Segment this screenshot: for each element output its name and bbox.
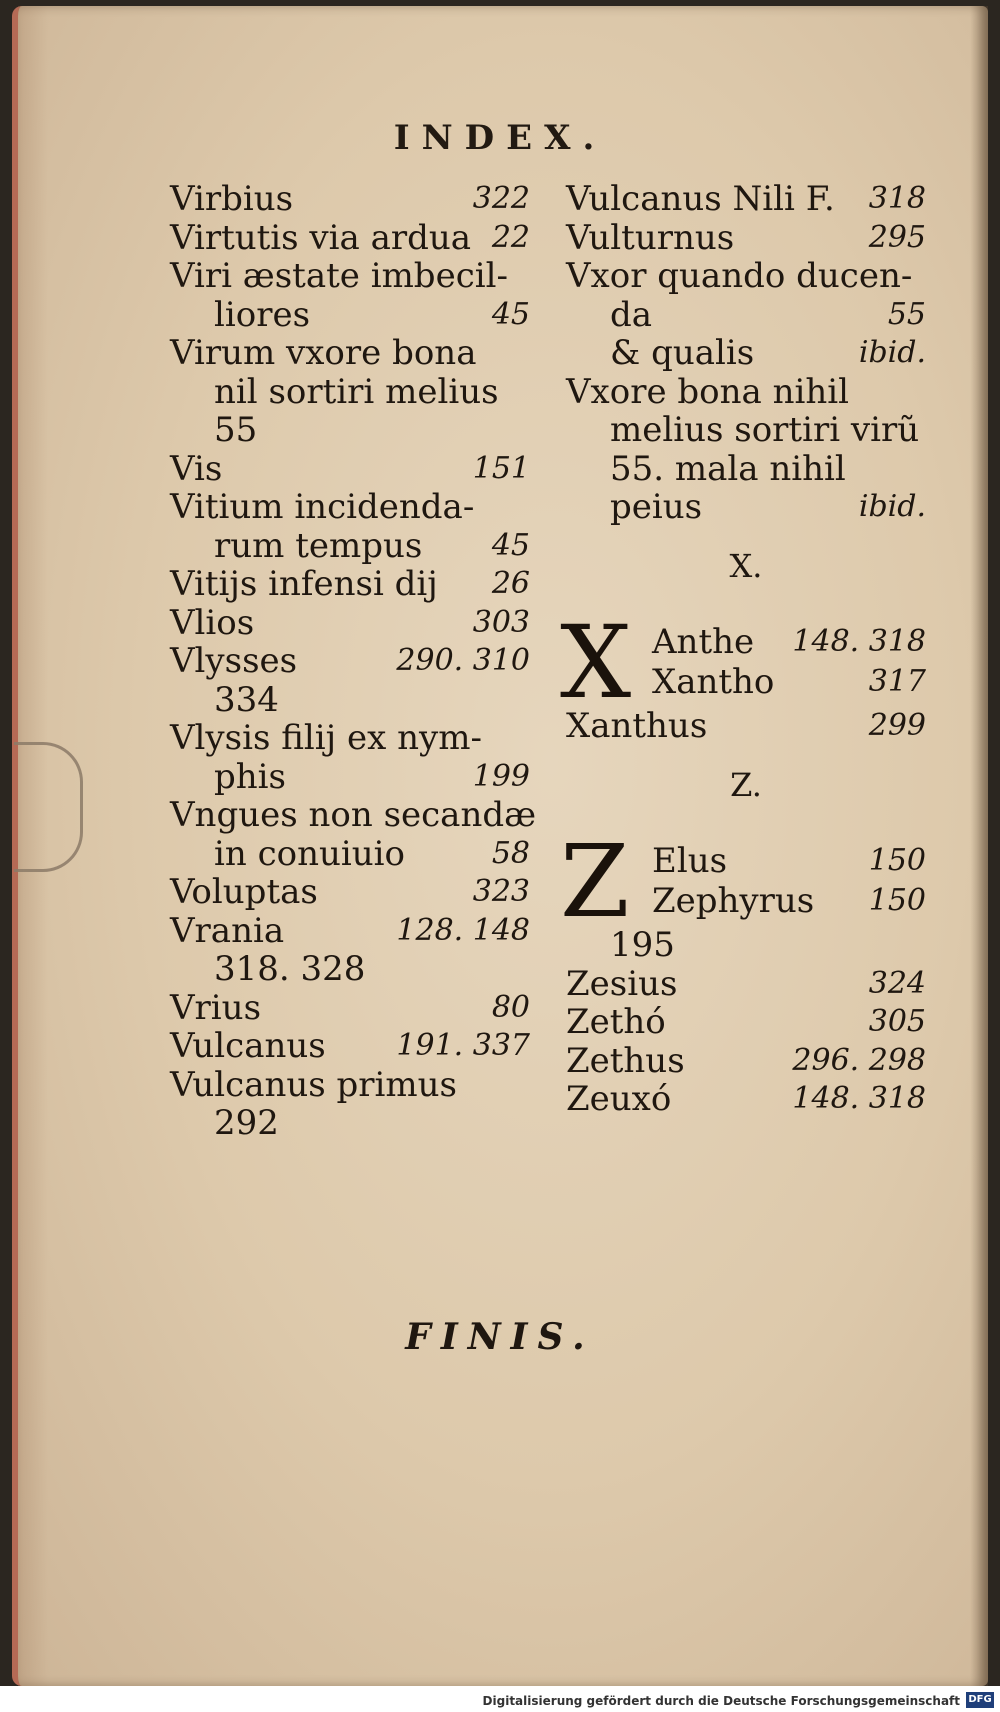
index-entry: [566, 450, 926, 489]
index-entry: [566, 296, 926, 335]
index-entry: [170, 527, 530, 566]
drop-cap-letter: X: [560, 604, 632, 721]
index-entry: [170, 1027, 530, 1066]
page-reference: 151: [472, 450, 530, 486]
page-reference: 324: [868, 965, 926, 1001]
index-entry: [170, 604, 530, 643]
page-reference: 317: [868, 664, 926, 699]
index-term: Vngues non secandæ: [170, 795, 537, 835]
page-edge-shadow: [970, 6, 988, 1686]
page-reference: 290. 310: [396, 643, 530, 678]
index-entry: [170, 719, 530, 758]
index-entry: [566, 926, 926, 965]
index-term: Vlios: [170, 602, 255, 643]
index-entry: [170, 296, 530, 335]
page-reference: 45: [491, 527, 530, 563]
finis-colophon: FINIS.: [405, 1316, 595, 1358]
section-heading-x: X.: [729, 546, 763, 585]
index-term: 195: [610, 925, 675, 965]
index-entry: [170, 873, 530, 912]
index-entry: [566, 707, 926, 746]
index-entry: [566, 1080, 926, 1119]
index-term: Vxore bona nihil: [566, 371, 850, 412]
index-entry: [566, 1003, 926, 1042]
footer-bar: [0, 1686, 1000, 1712]
dfg-logo: DFG: [966, 1692, 994, 1708]
page-reference: ibid.: [858, 335, 926, 370]
index-entry: [170, 1066, 530, 1105]
index-term: peius: [610, 487, 703, 527]
index-entry: [170, 835, 530, 874]
index-entry: [170, 989, 530, 1028]
page-reference: 299: [868, 708, 926, 743]
page-reference: 199: [472, 758, 530, 794]
index-term: Zephyrus: [652, 881, 815, 921]
index-term: Elus: [652, 841, 728, 881]
index-entry: [170, 912, 530, 951]
index-term: 318. 328: [214, 949, 366, 989]
drop-cap-block: [560, 823, 926, 940]
drop-cap-block: [560, 604, 926, 721]
index-term: 55: [214, 410, 258, 450]
index-entry: [566, 1042, 926, 1081]
page-reference: ibid.: [858, 489, 926, 524]
page-reference: 303: [472, 604, 530, 640]
index-entry: [170, 180, 530, 219]
index-term: Vulcanus Nili F.: [566, 179, 835, 219]
page-reference: 80: [491, 989, 530, 1025]
index-entry: [566, 180, 926, 219]
index-entry: [566, 257, 926, 296]
section-heading-z: Z.: [730, 765, 762, 804]
index-entry: [170, 1104, 530, 1143]
page-reference: 150: [868, 883, 926, 918]
index-term: Vlysses: [170, 641, 298, 681]
page-reference: 58: [491, 835, 530, 871]
page-reference: 322: [472, 181, 530, 216]
index-column-right: [560, 179, 926, 1119]
index-entry: [652, 882, 926, 924]
index-entry: [170, 795, 537, 835]
page-reference: 191. 337: [396, 1028, 530, 1063]
index-term: Virtutis via ardua: [170, 217, 472, 258]
index-term: Vulcanus: [170, 1026, 326, 1066]
page-reference: 26: [491, 566, 530, 601]
index-entry: [170, 219, 530, 258]
index-term: nil sortiri melius: [214, 371, 499, 412]
index-term: Zeuxó: [566, 1079, 672, 1119]
index-term: Voluptas: [170, 872, 318, 912]
index-term: Vulcanus primus: [170, 1064, 457, 1105]
index-term: Vis: [170, 448, 223, 489]
index-term: phis: [214, 756, 286, 797]
index-entry: [566, 334, 926, 373]
index-term: Xantho: [652, 662, 775, 702]
index-entry: [170, 681, 530, 720]
page-reference: 148. 318: [792, 624, 926, 659]
page-reference: 296. 298: [792, 1042, 926, 1078]
drop-cap-letter: Z: [560, 823, 630, 940]
index-entry: [170, 373, 530, 412]
index-term: Virum vxore bona: [170, 333, 477, 373]
index-term: Vulturnus: [566, 217, 735, 258]
footer-credit: Digitalisierung gefördert durch die Deutsche Forschungsgemeinschaft: [482, 1694, 960, 1708]
index-entry: [170, 758, 530, 797]
index-term: Vitijs infensi dij: [170, 564, 438, 604]
index-entry: [170, 642, 530, 681]
page-reference: 318: [868, 181, 926, 216]
index-entry: [170, 257, 530, 296]
index-term: Vlysis filij ex nym-: [170, 718, 482, 758]
index-entry: [566, 219, 926, 258]
running-head: INDEX.: [393, 118, 607, 158]
index-column-left: [170, 179, 537, 1143]
index-entry: [566, 411, 926, 450]
index-term: Anthe: [652, 622, 755, 662]
clip-mark: [14, 742, 83, 872]
index-term: 334: [214, 679, 279, 720]
page-reference: 148. 318: [792, 1081, 926, 1116]
index-entry: [170, 411, 530, 450]
index-entry: [652, 842, 926, 884]
index-term: Vrius: [170, 987, 262, 1028]
index-term: Vxor quando ducen-: [566, 256, 913, 296]
index-term: in conuiuio: [214, 833, 406, 874]
index-term: Vrania: [170, 910, 285, 951]
index-term: Zethó: [566, 1002, 666, 1042]
index-entry: [170, 950, 530, 989]
index-term: 292: [214, 1103, 279, 1143]
index-entry: [170, 488, 530, 527]
index-entry: [566, 373, 926, 412]
index-term: Virbius: [170, 179, 294, 219]
page-reference: 128. 148: [396, 912, 530, 948]
page-reference: 22: [491, 219, 530, 255]
index-entry: [170, 334, 530, 373]
index-term: melius sortiri virũ: [610, 410, 920, 450]
page-reference: 45: [491, 296, 530, 332]
index-term: liores: [214, 294, 311, 335]
index-term: & qualis: [610, 333, 755, 373]
index-entry: [566, 965, 926, 1004]
index-entry: [652, 623, 926, 665]
index-term: da: [610, 294, 653, 335]
index-term: Zethus: [566, 1040, 685, 1081]
index-term: Xanthus: [566, 706, 708, 746]
page-reference: 305: [868, 1004, 926, 1039]
page-reference: 295: [868, 219, 926, 255]
index-term: Viri æstate imbecil-: [170, 256, 508, 296]
page-reference: 150: [868, 843, 926, 878]
index-entry: [170, 450, 530, 489]
index-entry: [170, 565, 530, 604]
index-entry: [566, 488, 926, 527]
index-term: Vitium incidenda-: [170, 487, 475, 527]
index-term: Zesius: [566, 963, 678, 1004]
page-reference: 323: [472, 874, 530, 909]
index-term: 55. mala nihil: [610, 448, 846, 489]
index-entry: [652, 663, 926, 705]
index-term: rum tempus: [214, 525, 423, 566]
page-reference: 55: [887, 296, 926, 332]
